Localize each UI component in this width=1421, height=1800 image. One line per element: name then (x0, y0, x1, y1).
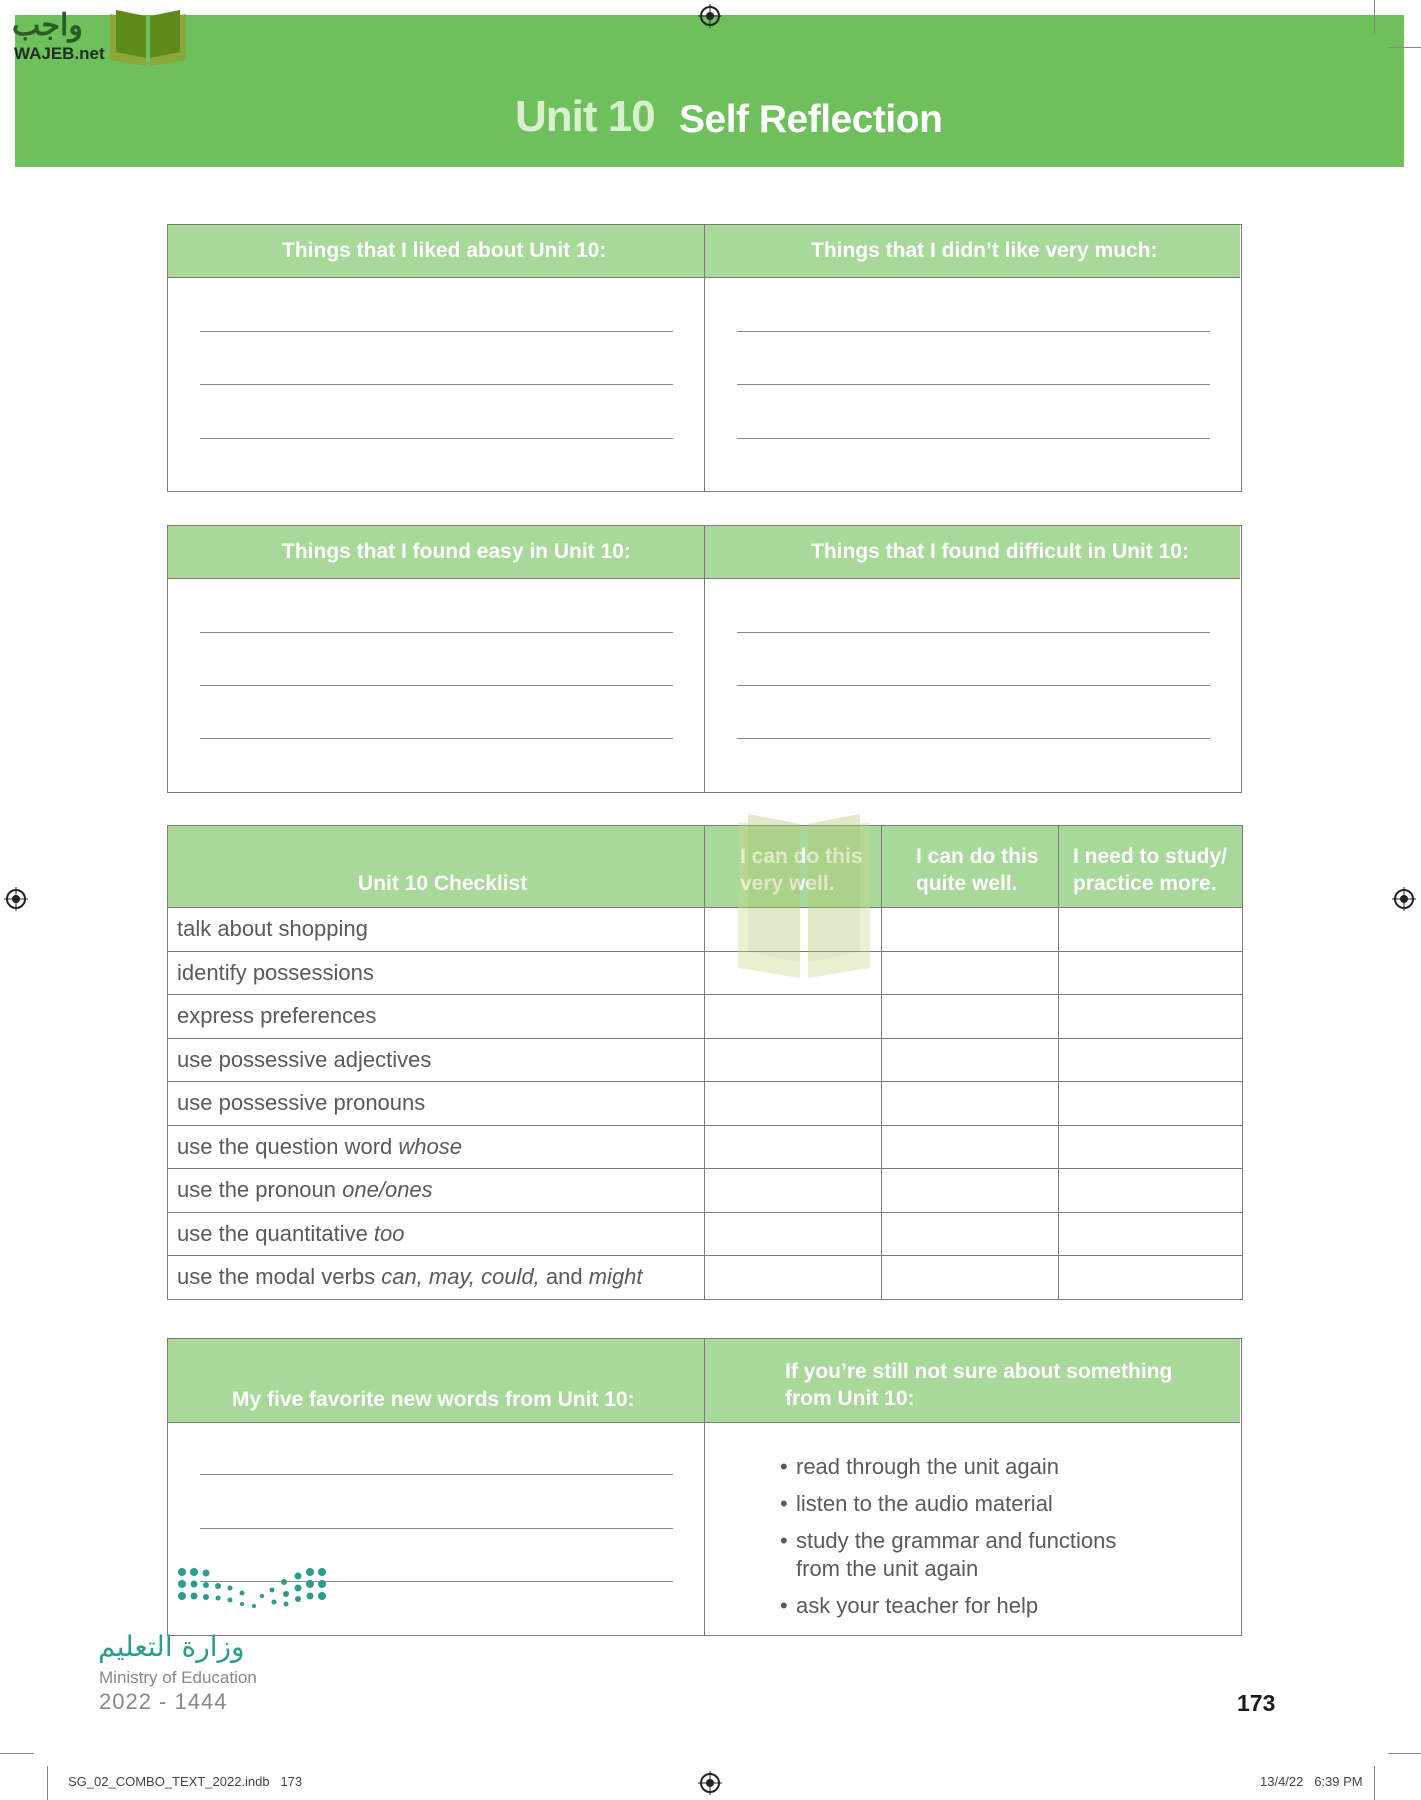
col-very-well (705, 826, 882, 908)
col-need-study-line1: I need to study/ (1073, 845, 1228, 868)
crop-mark (1374, 0, 1375, 34)
registration-mark-icon (1392, 887, 1416, 911)
ministry-arabic-name: وزارة التعليم (98, 1630, 245, 1663)
check-cell[interactable] (882, 1212, 1059, 1256)
column-divider (704, 526, 705, 792)
registration-mark-icon (698, 4, 722, 28)
page-title: Self Reflection (679, 98, 943, 141)
wajeb-logo (10, 6, 190, 68)
writing-line[interactable] (200, 1528, 673, 1529)
crop-mark (1388, 1753, 1421, 1754)
checklist-row (168, 1212, 1243, 1256)
registration-mark-icon (698, 1771, 722, 1795)
col-need-study (1059, 826, 1243, 908)
check-cell[interactable] (882, 908, 1059, 952)
check-cell[interactable] (1059, 1256, 1243, 1300)
check-cell[interactable] (1059, 908, 1243, 952)
column-divider (704, 225, 705, 491)
checklist-item (168, 1212, 705, 1256)
check-cell[interactable] (705, 1212, 882, 1256)
check-cell[interactable] (1059, 1212, 1243, 1256)
check-cell[interactable] (1059, 1038, 1243, 1082)
writing-line[interactable] (200, 685, 673, 686)
check-cell[interactable] (705, 1082, 882, 1126)
column-divider (704, 1339, 705, 1635)
easy-header: Things that I found easy in Unit 10: (168, 526, 705, 579)
item-italic-text: might (588, 1264, 643, 1290)
col-very-well-line2: very well. (740, 872, 835, 895)
checklist-row (168, 1082, 1243, 1126)
item-text: use the modal verbs (177, 1264, 382, 1290)
writing-line[interactable] (200, 384, 673, 385)
tip-item: • ask your teacher for help (780, 1587, 1116, 1624)
writing-line[interactable] (200, 1474, 673, 1475)
col-very-well-line1: I can do this (740, 845, 863, 868)
check-cell[interactable] (705, 908, 882, 952)
check-cell[interactable] (705, 1169, 882, 1213)
checklist-table (167, 825, 1243, 1300)
item-text: and (539, 1264, 589, 1290)
book-icon (108, 6, 188, 66)
col-quite-well (882, 826, 1059, 908)
check-cell[interactable] (882, 995, 1059, 1039)
disliked-header: Things that I didn’t like very much: (705, 225, 1240, 278)
checklist-row (168, 1125, 1243, 1169)
likes-box (167, 224, 1242, 492)
unsure-header-line2: from Unit 10: (785, 1387, 915, 1410)
registration-mark-icon (4, 887, 28, 911)
checklist-item (168, 1038, 705, 1082)
writing-line[interactable] (737, 685, 1210, 686)
checklist-item (168, 1169, 705, 1213)
tip-item: • study the grammar and functions (780, 1522, 1116, 1559)
item-text: use possessive pronouns (177, 1090, 426, 1116)
checklist-item (168, 908, 705, 952)
unsure-header (705, 1339, 1240, 1423)
col-need-study-line2: practice more. (1073, 872, 1217, 895)
item-italic-text: can, may, could, (381, 1264, 540, 1290)
item-text: identify possessions (177, 959, 374, 985)
checklist-item (168, 1082, 705, 1126)
unsure-tips-list (780, 1448, 1116, 1624)
check-cell[interactable] (1059, 995, 1243, 1039)
checklist-title: Unit 10 Checklist (168, 826, 705, 908)
crop-mark (1388, 47, 1421, 48)
check-cell[interactable] (882, 1256, 1059, 1300)
check-cell[interactable] (882, 1082, 1059, 1126)
writing-line[interactable] (737, 384, 1210, 385)
writing-line[interactable] (200, 438, 673, 439)
checklist-row (168, 908, 1243, 952)
checklist-item (168, 1125, 705, 1169)
logo-arabic-text: واجب (12, 9, 83, 42)
check-cell[interactable] (882, 951, 1059, 995)
check-cell[interactable] (1059, 1125, 1243, 1169)
item-text: express preferences (177, 1003, 377, 1029)
item-text: use the quantitative (177, 1220, 374, 1246)
difficult-header: Things that I found difficult in Unit 10: (705, 526, 1240, 579)
writing-line[interactable] (200, 331, 673, 332)
item-italic-text: too (373, 1220, 405, 1246)
tip-item: • listen to the audio material (780, 1485, 1116, 1522)
writing-line[interactable] (200, 738, 673, 739)
check-cell[interactable] (1059, 951, 1243, 995)
writing-line[interactable] (737, 632, 1210, 633)
print-file-info: SG_02_COMBO_TEXT_2022.indb 173 (68, 1774, 303, 1789)
item-text: use the pronoun (177, 1177, 343, 1203)
print-date-info: 13/4/22 6:39 PM (1260, 1774, 1363, 1789)
checklist-row (168, 1169, 1243, 1213)
check-cell[interactable] (705, 1256, 882, 1300)
writing-line[interactable] (737, 438, 1210, 439)
checklist-row (168, 1256, 1243, 1300)
item-text: use possessive adjectives (177, 1046, 432, 1072)
check-cell[interactable] (882, 1169, 1059, 1213)
col-quite-well-line1: I can do this (916, 845, 1039, 868)
check-cell[interactable] (1059, 1082, 1243, 1126)
item-text: use the question word (177, 1133, 399, 1159)
checklist-row (168, 951, 1243, 995)
tip-item-continuation: from the unit again (796, 1556, 979, 1581)
item-italic-text: one/ones (342, 1177, 433, 1203)
check-cell[interactable] (1059, 1169, 1243, 1213)
checklist-header-row (168, 826, 1243, 908)
tip-item: • read through the unit again (780, 1448, 1116, 1485)
unsure-header-line1: If you’re still not sure about something (785, 1360, 1173, 1383)
checklist-item (168, 995, 705, 1039)
checklist-item (168, 1256, 705, 1300)
check-cell[interactable] (705, 995, 882, 1039)
ministry-english-name: Ministry of Education (99, 1668, 257, 1687)
checklist-item (168, 951, 705, 995)
liked-header: Things that I liked about Unit 10: (168, 225, 705, 278)
page-number: 173 (1237, 1690, 1276, 1716)
writing-line[interactable] (737, 331, 1210, 332)
favorite-words-header: My five favorite new words from Unit 10: (168, 1339, 705, 1423)
check-cell[interactable] (882, 1125, 1059, 1169)
writing-line[interactable] (200, 632, 673, 633)
col-quite-well-line2: quite well. (916, 872, 1018, 895)
ministry-dots-logo (176, 1566, 336, 1622)
unit-label: Unit 10 (515, 92, 655, 141)
difficulty-box (167, 525, 1242, 793)
logo-english-text: WAJEB.net (14, 44, 105, 63)
crop-mark (47, 1766, 48, 1800)
checklist-row (168, 995, 1243, 1039)
crop-mark (0, 1753, 34, 1754)
check-cell[interactable] (705, 1125, 882, 1169)
writing-line[interactable] (737, 738, 1210, 739)
check-cell[interactable] (705, 951, 882, 995)
item-text: talk about shopping (177, 916, 368, 942)
crop-mark (1374, 1766, 1375, 1800)
item-italic-text: whose (398, 1133, 462, 1159)
check-cell[interactable] (882, 1038, 1059, 1082)
checklist-row (168, 1038, 1243, 1082)
check-cell[interactable] (705, 1038, 882, 1082)
header-banner (15, 15, 1404, 167)
edition-year: 2022 - 1444 (99, 1689, 228, 1714)
